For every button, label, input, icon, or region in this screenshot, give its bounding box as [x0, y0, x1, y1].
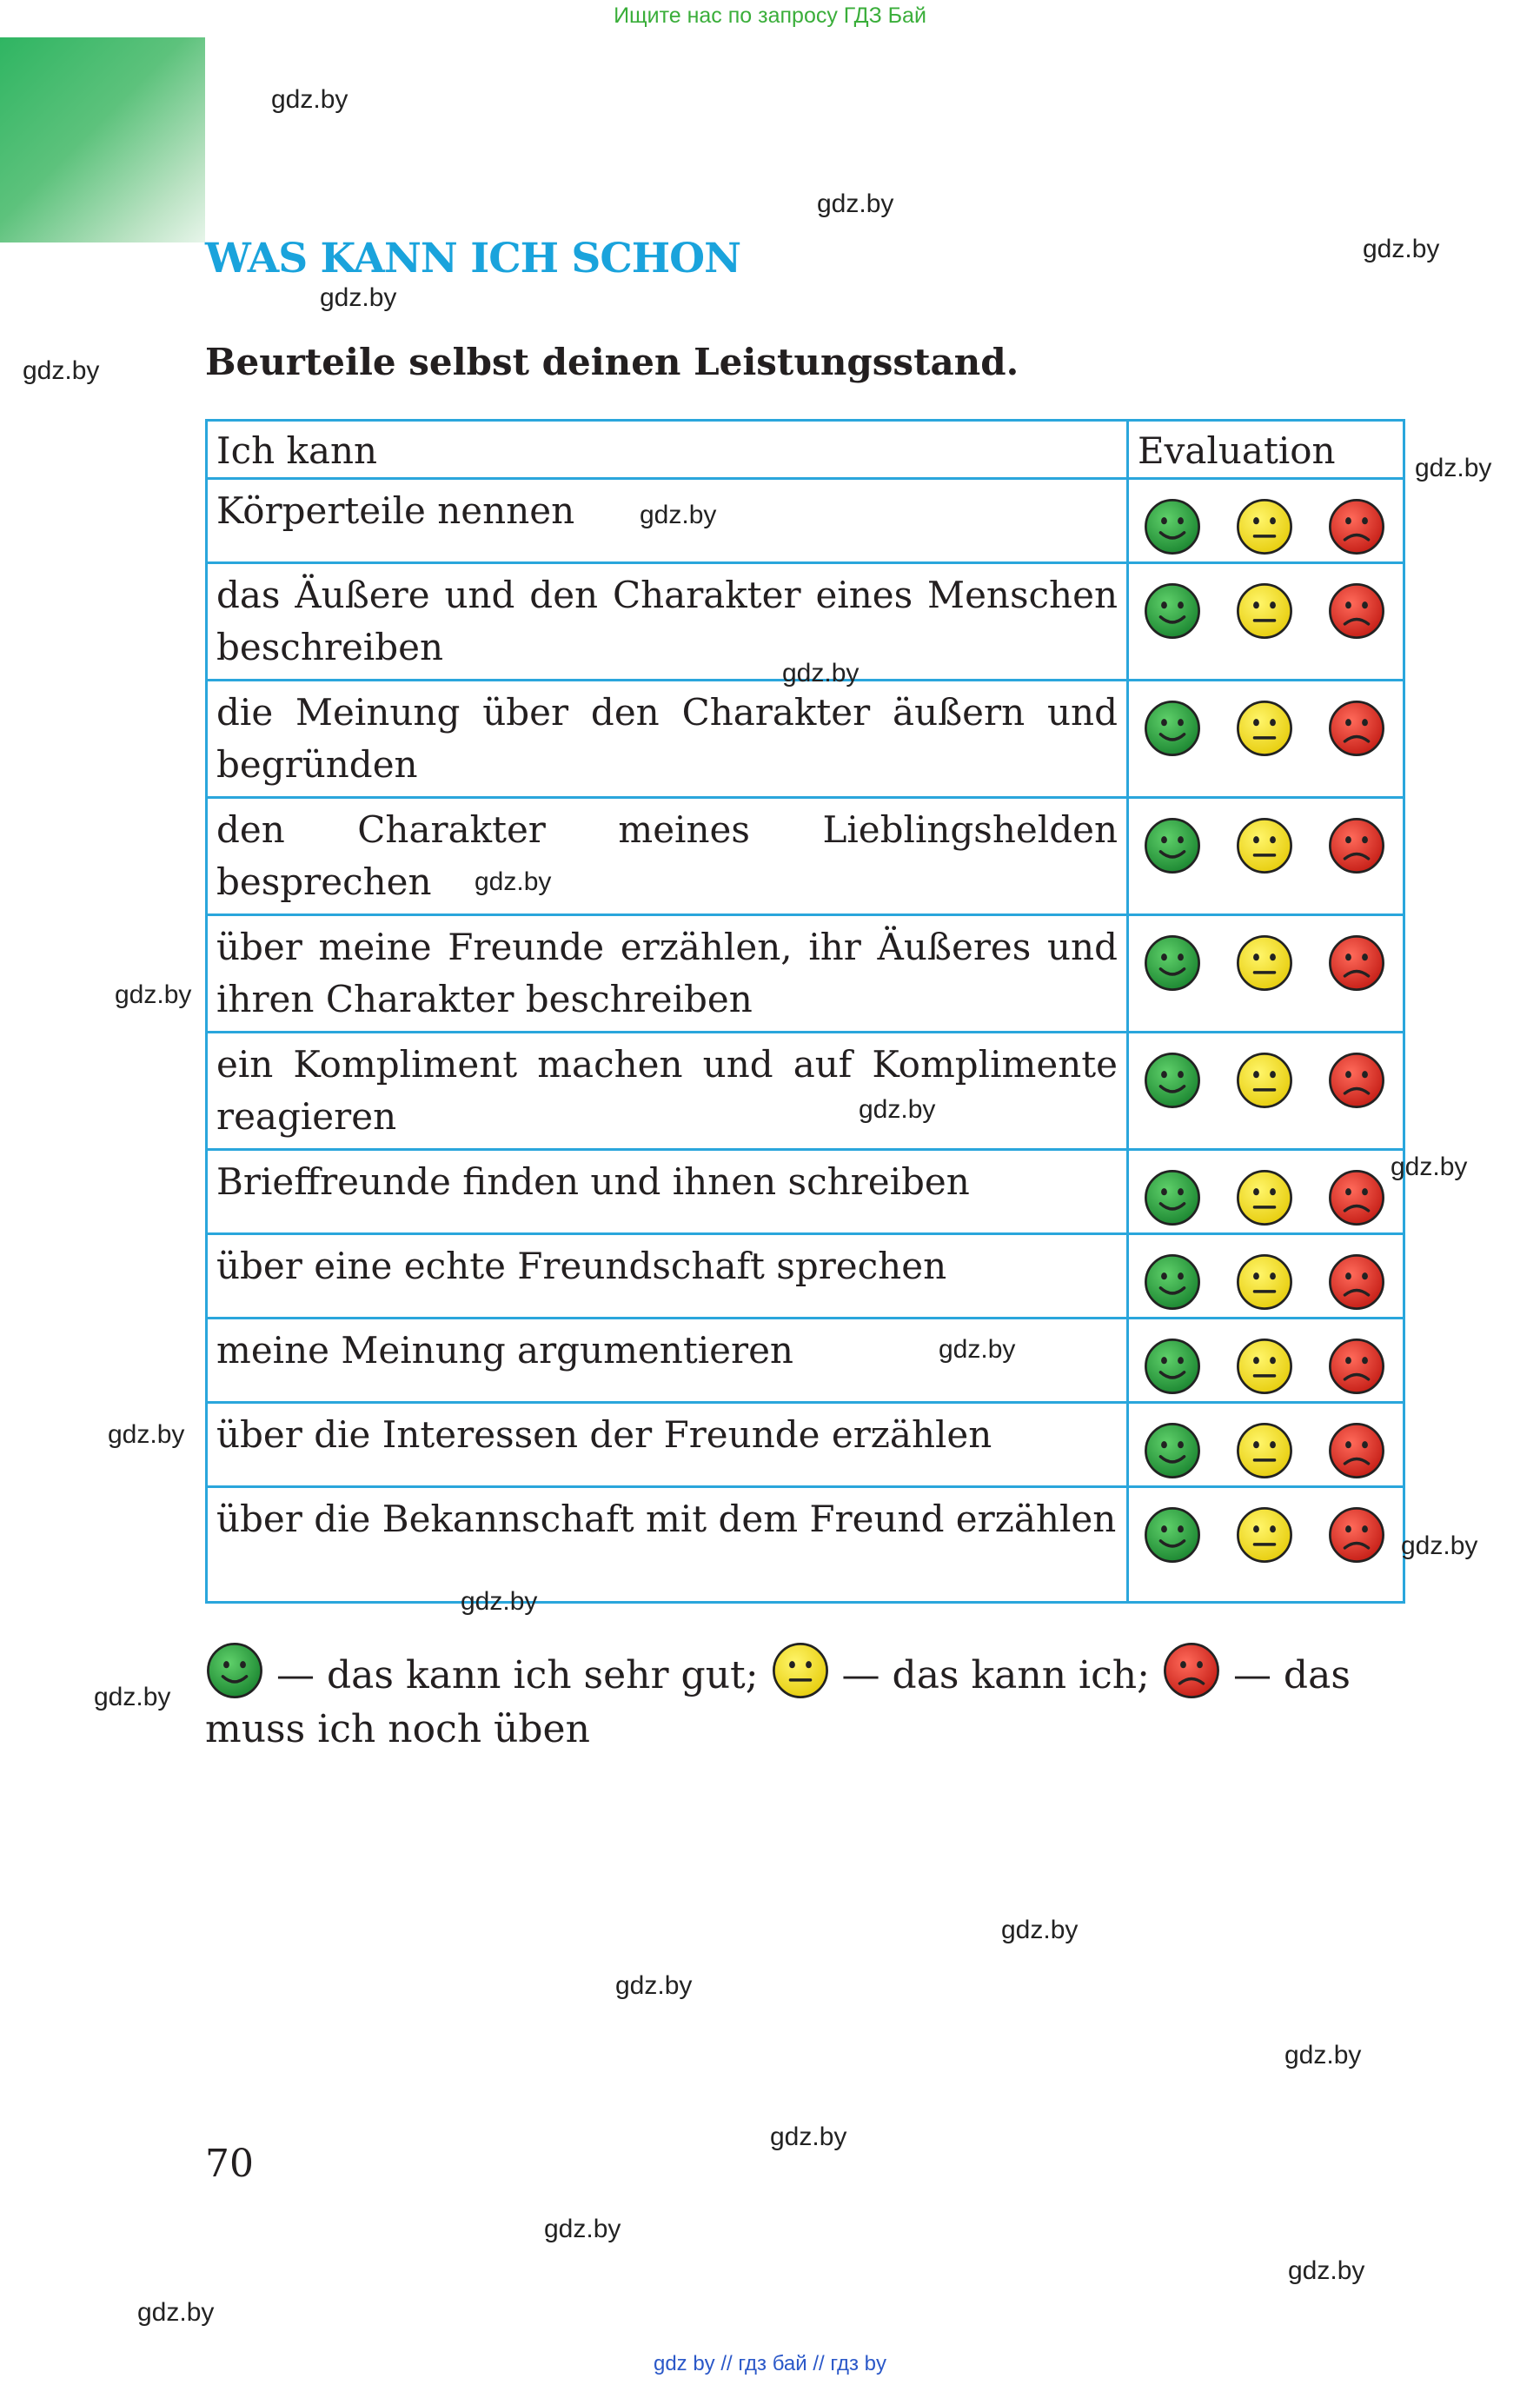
watermark: gdz.by	[544, 2215, 621, 2243]
watermark: gdz.by	[94, 1683, 171, 1711]
evaluation-faces	[1143, 1051, 1386, 1110]
sad-face-icon[interactable]	[1327, 581, 1386, 641]
header-can: Ich kann	[207, 421, 1128, 479]
evaluation-faces	[1143, 699, 1386, 758]
skill-cell: den Charakter meines Lieblingshelden besprechen	[207, 798, 1128, 915]
evaluation-faces	[1143, 1168, 1386, 1227]
watermark: gdz.by	[320, 283, 397, 312]
evaluation-cell	[1128, 1487, 1404, 1603]
evaluation-faces	[1143, 1337, 1386, 1396]
footer-links[interactable]: gdz by // гдз бай // гдз by	[653, 2352, 887, 2375]
neutral-face-icon[interactable]	[1235, 497, 1294, 556]
watermark: gdz.by	[461, 1587, 538, 1616]
skill-cell: ein Kompliment machen und auf Komplimente reagieren	[207, 1033, 1128, 1150]
sad-face-icon[interactable]	[1327, 1252, 1386, 1312]
neutral-face-icon[interactable]	[1235, 1505, 1294, 1565]
sad-face-icon[interactable]	[1327, 816, 1386, 875]
sad-face-icon[interactable]	[1327, 933, 1386, 993]
sad-face-icon[interactable]	[1327, 1505, 1386, 1565]
skill-cell: Körperteile nennen	[207, 479, 1128, 563]
page-number: 70	[205, 2142, 254, 2186]
neutral-face-icon[interactable]	[1235, 1051, 1294, 1110]
watermark: gdz.by	[23, 356, 100, 385]
happy-face-icon	[205, 1641, 264, 1700]
happy-face-icon[interactable]	[1143, 1168, 1202, 1227]
table-row	[207, 1033, 1404, 1150]
self-evaluation-table	[205, 419, 1405, 1604]
sad-face-icon[interactable]	[1327, 1337, 1386, 1396]
evaluation-cell	[1128, 1150, 1404, 1234]
watermark: gdz.by	[817, 189, 894, 218]
evaluation-faces	[1143, 933, 1386, 993]
happy-face-icon[interactable]	[1143, 1051, 1202, 1110]
evaluation-cell	[1128, 563, 1404, 681]
watermark: gdz.by	[271, 85, 348, 114]
sad-face-icon[interactable]	[1327, 497, 1386, 556]
evaluation-faces	[1143, 497, 1386, 556]
neutral-face-icon[interactable]	[1235, 699, 1294, 758]
evaluation-cell	[1128, 1234, 1404, 1319]
evaluation-faces	[1143, 816, 1386, 875]
watermark: gdz.by	[1284, 2041, 1362, 2069]
happy-face-icon[interactable]	[1143, 581, 1202, 641]
skill-cell: meine Meinung argumentieren	[207, 1319, 1128, 1403]
table-row	[207, 1150, 1404, 1234]
watermark: gdz.by	[1401, 1531, 1478, 1560]
evaluation-cell	[1128, 681, 1404, 798]
sad-face-icon[interactable]	[1327, 1421, 1386, 1480]
neutral-face-icon[interactable]	[1235, 1337, 1294, 1396]
neutral-face-icon[interactable]	[1235, 1252, 1294, 1312]
watermark: gdz.by	[859, 1095, 936, 1124]
table-row	[207, 915, 1404, 1033]
evaluation-faces	[1143, 581, 1386, 641]
table-row	[207, 681, 1404, 798]
skill-cell: über die Interessen der Freunde erzählen	[207, 1403, 1128, 1487]
happy-face-icon[interactable]	[1143, 1252, 1202, 1312]
evaluation-cell	[1128, 1403, 1404, 1487]
watermark: gdz.by	[137, 2298, 215, 2327]
skill-cell: über meine Freunde erzählen, ihr Äußeres und ihren Charakter beschreiben	[207, 915, 1128, 1033]
watermark: gdz.by	[640, 501, 717, 529]
happy-face-icon[interactable]	[1143, 816, 1202, 875]
table-row	[207, 1487, 1404, 1603]
happy-face-icon[interactable]	[1143, 933, 1202, 993]
watermark: gdz.by	[108, 1420, 185, 1449]
evaluation-cell	[1128, 1319, 1404, 1403]
evaluation-faces	[1143, 1505, 1386, 1565]
watermark: gdz.by	[782, 659, 860, 688]
table-row	[207, 1319, 1404, 1403]
sad-face-icon[interactable]	[1327, 699, 1386, 758]
sad-face-icon	[1162, 1641, 1221, 1700]
section-title: WAS KANN ICH SCHON	[205, 235, 741, 282]
legend-bad-text: — das muss ich noch üben	[205, 1653, 1351, 1751]
top-search-banner[interactable]: Ищите нас по запросу ГДЗ Бай	[614, 3, 926, 28]
watermark: gdz.by	[1363, 235, 1440, 263]
skill-cell: über die Bekannschaft mit dem Freund erzählen	[207, 1487, 1128, 1603]
header-evaluation: Evaluation	[1128, 421, 1404, 479]
neutral-face-icon[interactable]	[1235, 933, 1294, 993]
skill-cell: Brieffreunde finden und ihnen schreiben	[207, 1150, 1128, 1234]
watermark: gdz.by	[475, 867, 552, 896]
evaluation-cell	[1128, 915, 1404, 1033]
happy-face-icon[interactable]	[1143, 1505, 1202, 1565]
skill-cell: die Meinung über den Charakter äußern und begründen	[207, 681, 1128, 798]
watermark: gdz.by	[115, 980, 192, 1009]
neutral-face-icon[interactable]	[1235, 1421, 1294, 1480]
happy-face-icon[interactable]	[1143, 1337, 1202, 1396]
smiley-legend	[205, 1641, 1404, 1757]
happy-face-icon[interactable]	[1143, 497, 1202, 556]
sad-face-icon[interactable]	[1327, 1051, 1386, 1110]
happy-face-icon[interactable]	[1143, 699, 1202, 758]
sad-face-icon[interactable]	[1327, 1168, 1386, 1227]
table-row	[207, 798, 1404, 915]
watermark: gdz.by	[1288, 2256, 1365, 2285]
evaluation-faces	[1143, 1421, 1386, 1480]
table-row	[207, 1403, 1404, 1487]
table-row	[207, 479, 1404, 563]
task-instruction: Beurteile selbst deinen Leistungsstand.	[205, 341, 1019, 383]
evaluation-cell	[1128, 479, 1404, 563]
evaluation-faces	[1143, 1252, 1386, 1312]
watermark: gdz.by	[615, 1971, 693, 2000]
legend-ok-text: — das kann ich;	[841, 1653, 1150, 1697]
legend-good-text: — das kann ich sehr gut;	[276, 1653, 759, 1697]
evaluation-cell	[1128, 798, 1404, 915]
watermark: gdz.by	[1001, 1916, 1079, 1944]
watermark: gdz.by	[939, 1335, 1016, 1364]
table-header-row	[207, 421, 1404, 479]
evaluation-cell	[1128, 1033, 1404, 1150]
neutral-face-icon	[771, 1641, 830, 1700]
happy-face-icon[interactable]	[1143, 1421, 1202, 1480]
watermark: gdz.by	[1391, 1153, 1468, 1181]
watermark: gdz.by	[1415, 454, 1492, 482]
table-row	[207, 1234, 1404, 1319]
watermark: gdz.by	[770, 2123, 847, 2151]
neutral-face-icon[interactable]	[1235, 816, 1294, 875]
skill-cell: das Äußere und den Charakter eines Menschen beschreiben	[207, 563, 1128, 681]
neutral-face-icon[interactable]	[1235, 1168, 1294, 1227]
skill-cell: über eine echte Freundschaft sprechen	[207, 1234, 1128, 1319]
neutral-face-icon[interactable]	[1235, 581, 1294, 641]
decorative-green-block	[0, 37, 205, 242]
